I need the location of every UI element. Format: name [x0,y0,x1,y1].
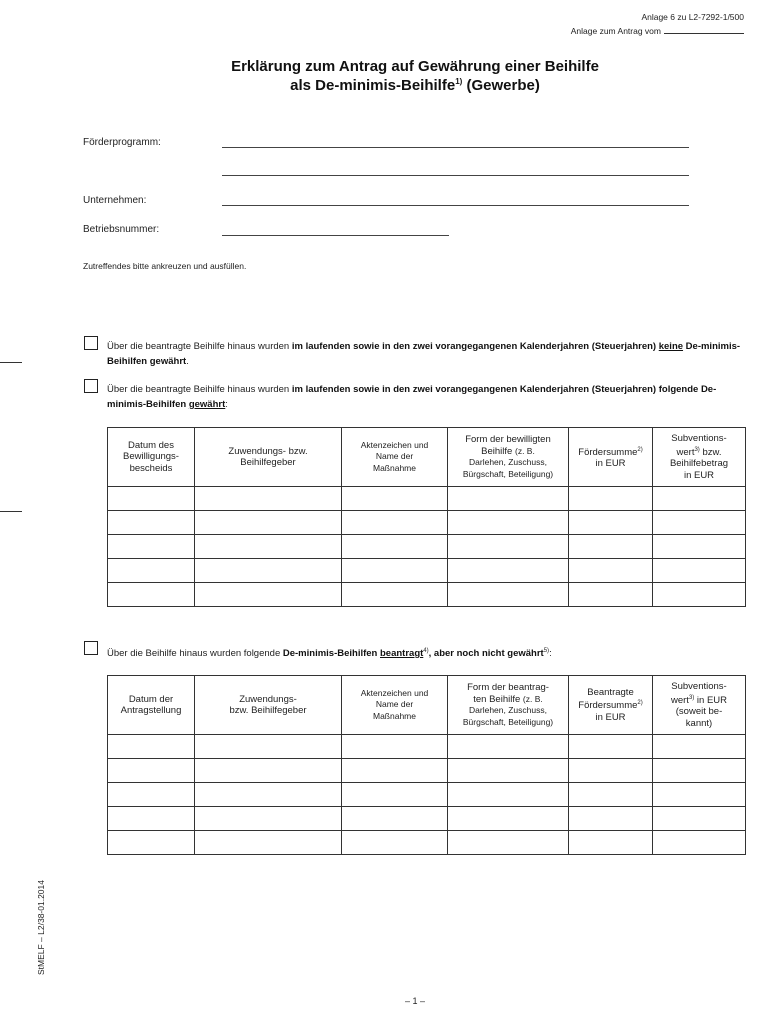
footnote-ref: 5) [543,648,550,654]
title-suffix: (Gewerbe) [462,77,540,94]
attachment-date-label: Anlage zum Antrag vom [570,26,661,36]
table-row [108,583,746,607]
table-cell[interactable] [195,735,342,759]
option3-beantragt: beantragt [380,648,424,659]
table-cell[interactable] [108,487,195,511]
table-cell[interactable] [653,783,746,807]
table-cell[interactable] [342,583,448,607]
table-cell[interactable] [653,735,746,759]
table-row [108,759,746,783]
option2-colon: : [225,399,228,410]
col-beantragte-summe: Beantragte Fördersumme$^{2)}$ in EUR [569,676,653,735]
table-cell[interactable] [569,831,653,855]
col-datum-bewilligung: Datum des Bewilligungs- bescheids [108,428,195,487]
table-cell[interactable] [108,783,195,807]
option1-text: Über die beantragte Beihilfe hinaus wurden [107,341,292,352]
table-cell[interactable] [342,735,448,759]
table-cell[interactable] [653,487,746,511]
table-cell[interactable] [195,783,342,807]
table-cell[interactable] [653,535,746,559]
table-cell[interactable] [448,831,569,855]
betriebsnummer-field[interactable] [222,235,449,236]
title-text: als De-minimis-Beihilfe [290,77,456,94]
date-blank-line[interactable] [664,25,744,34]
table-row [108,735,746,759]
option1-bold: im laufenden sowie in den zwei vorangegangenen Kalenderjahren (Steuerjahren) [291,341,659,352]
table-row [108,535,746,559]
table-cell[interactable] [448,807,569,831]
table-cell[interactable] [342,783,448,807]
col-subventionswert: Subventions- wert$^{3)}$ in EUR (soweit be- kannt) [653,676,746,735]
table-cell[interactable] [448,511,569,535]
table-cell[interactable] [448,759,569,783]
col-zuwendungsgeber: Zuwendungs- bzw. Beihilfegeber [195,676,342,735]
table-row [108,559,746,583]
table-cell[interactable] [448,783,569,807]
table-cell[interactable] [195,807,342,831]
option-granted-aid-text [107,382,747,412]
table-cell[interactable] [653,583,746,607]
table-cell[interactable] [569,735,653,759]
table-cell[interactable] [195,511,342,535]
option2-bold: im laufenden sowie in den zwei vorangegangenen Kalenderjahren (Steuerjahren) folgende De-minimis-Beihilfen [107,384,717,410]
table-cell[interactable] [653,511,746,535]
table-cell[interactable] [653,807,746,831]
table-row [108,831,746,855]
table-cell[interactable] [108,831,195,855]
table-cell[interactable] [108,759,195,783]
col-aktenzeichen: Aktenzeichen und Name der Maßnahme [342,676,448,735]
col-aktenzeichen: Aktenzeichen und Name der Maßnahme [342,428,448,487]
table-row [108,511,746,535]
table-cell[interactable] [108,511,195,535]
table-cell[interactable] [569,759,653,783]
foerderprogramm-field[interactable] [222,147,689,148]
table-cell[interactable] [108,583,195,607]
footnote-ref: 1) [455,77,463,86]
col-beihilfeform: Form der beantrag- ten Beihilfe (z. B. Darlehen, Zuschuss, Bürgschaft, Beteiligung) [448,676,569,735]
col-zuwendungsgeber: Zuwendungs- bzw. Beihilfegeber [195,428,342,487]
table-cell[interactable] [448,583,569,607]
granted-aid-table [107,427,746,607]
table-cell[interactable] [342,807,448,831]
table-cell[interactable] [108,807,195,831]
table-cell[interactable] [342,559,448,583]
foerderprogramm-field-2[interactable] [222,175,689,176]
table-cell[interactable] [569,807,653,831]
option-applied-aid-text [107,644,747,661]
table-cell[interactable] [569,535,653,559]
option3-colon: : [549,648,552,659]
option1-period: . [186,356,189,367]
footnote-ref: 4) [423,648,429,654]
option-no-aid-checkbox[interactable] [84,336,98,350]
table-cell[interactable] [108,559,195,583]
option3-text: Über die Beihilfe hinaus wurden folgende [107,648,283,659]
table-cell[interactable] [569,583,653,607]
table-cell[interactable] [108,735,195,759]
option-no-aid-text [107,339,747,369]
table-header-row [108,428,746,487]
table-cell[interactable] [342,511,448,535]
table-cell[interactable] [569,783,653,807]
table-cell[interactable] [342,831,448,855]
table-row [108,783,746,807]
table-cell[interactable] [342,535,448,559]
table-cell[interactable] [195,831,342,855]
option1-keine: keine [658,341,684,352]
betriebsnummer-label: Betriebsnummer: [83,224,160,235]
table-cell[interactable] [448,535,569,559]
unternehmen-field[interactable] [222,205,689,206]
unternehmen-label: Unternehmen: [83,195,147,206]
option-applied-aid-checkbox[interactable] [84,641,98,655]
option2-text: Über die beantragte Beihilfe hinaus wurden [107,384,292,395]
table-cell[interactable] [108,535,195,559]
table-cell[interactable] [569,559,653,583]
option3-bold-end: , aber noch nicht gewährt [428,648,544,659]
margin-punch-mark [0,511,22,512]
applied-aid-table [107,675,746,855]
document-title-line-2 [0,77,770,94]
margin-fold-mark [0,362,22,363]
option-granted-aid-checkbox[interactable] [84,379,98,393]
instruction-text: Zutreffendes bitte ankreuzen und ausfüllen. [83,261,247,271]
table-cell[interactable] [569,487,653,511]
attachment-date-line [571,25,744,36]
table-cell[interactable] [653,759,746,783]
foerderprogramm-label: Förderprogramm: [83,137,161,148]
table-cell[interactable] [569,511,653,535]
option1-bold-end: De-minimis-Beihilfen gewährt [107,341,741,367]
document-title-line-1: Erklärung zum Antrag auf Gewährung einer Beihilfe [231,58,599,75]
col-datum-antrag: Datum der Antragstellung [108,676,195,735]
table-cell[interactable] [342,759,448,783]
table-cell[interactable] [342,487,448,511]
table-cell[interactable] [448,559,569,583]
option2-gewaehrt: gewährt [188,399,226,410]
table-cell[interactable] [448,735,569,759]
page-number: – 1 – [404,996,426,1006]
option3-bold: De-minimis-Beihilfen [282,648,380,659]
table-cell[interactable] [195,759,342,783]
table-header-row [108,676,746,735]
table-row [108,807,746,831]
col-beihilfeform: Form der bewilligten Beihilfe (z. B. Darlehen, Zuschuss, Bürgschaft, Beteiligung) [448,428,569,487]
table-cell[interactable] [195,583,342,607]
table-cell[interactable] [653,559,746,583]
table-cell[interactable] [653,831,746,855]
col-subventionswert: Subventions- wert$^{3)}$ bzw. Beihilfebetrag in EUR [653,428,746,487]
table-cell[interactable] [195,487,342,511]
table-cell[interactable] [448,487,569,511]
col-foerdersumme: Fördersumme$^{2)}$ in EUR [569,428,653,487]
form-code: StMELF – L2/38-01.2014 [36,880,46,975]
table-cell[interactable] [195,535,342,559]
table-cell[interactable] [195,559,342,583]
table-row [108,487,746,511]
attachment-reference: Anlage 6 zu L2-7292-1/500 [641,12,744,22]
